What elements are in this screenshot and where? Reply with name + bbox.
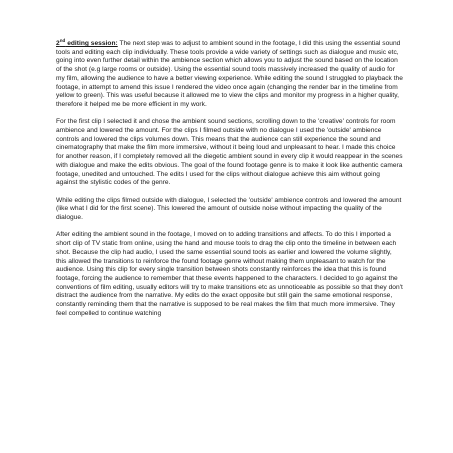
paragraph-text: The next step was to adjust to ambient sound in the footage, I did this using the essential sound tools and editing each clip individually. These tools provide a wide variety of settings such as dialogue and music etc, going into even further detail within the ambience section which allows you to adjust the sound based on the location of the shot (e.g large rooms or outside). Using the essential sound tools massively increased the quality of audio for my film, allowing the audience to have a better viewing experience. While editing the sound I struggled to playback the footage, in attempt to amend this issue I rendered the video once again (changing the render bar in the timeline from yellow to green). This was useful because it allowed me to view the clips and monitor my progress in a higher quality, therefore it helped me be more efficient in my work. (56, 40, 403, 108)
paragraph-transitions: After editing the ambient sound in the footage, I moved on to adding transitions and affects. To do this I imported a short clip of TV static from online, using the hand and mouse tools to drag the clip onto the timeline in between each shot. Because the clip had audio, I used the same essential sound tools as earlier and lowered the volume slightly, this allowed the transitions to reinforce the found footage genre without making them unpleasant to watch for the audience. Using this clip for every single transition between shots constantly reinforces the idea that this is found footage, forcing the audience to remember that these events happened to the characters. I decided to go against the conventions of film editing, usually editors will try to make transitions etc as unnoticeable as possible so that they don't distract the audience from the narrative. My edits do the exact opposite but still gain the same emotional response, constantly reminding them that the narrative is supposed to be real makes the film that much more immersive. They feel compelled to continue watching (56, 231, 403, 317)
heading-ordinal: 2 (56, 40, 60, 47)
heading-ordinal-suffix: nd (59, 37, 66, 43)
paragraph-first-clip: For the first clip I selected it and chose the ambient sound sections, scrolling down to the 'creative' controls for room ambience and lowered the amount. For the clips I filmed outside with no dialogue I used the 'outside' ambience controls and lowered the clips volumes down. This means that the audience can still experience the sound and cinematography that make the film more immersive, without it being loud and unpleasant to hear. I made this choice for another reason, if I completely removed all the diegetic ambient sound in every clip it would reappear in the scenes with dialogue and make the edits obvious. The goal of the found footage genre is to make it look like authentic camera footage, unedited and untouched. The edits I used for the clips without dialogue achieve this aim without going against the stylistic codes of the genre. (56, 118, 403, 187)
section-heading (56, 37, 118, 47)
paragraph-outside-dialogue: While editing the clips filmed outside with dialogue, I selected the 'outside' ambience controls and lowered the amount (like what I did for the first scene). This lowered the amount of outside noise without impacting the quality of the dialogue. (56, 196, 402, 222)
paragraph-editing-session (56, 37, 403, 110)
document-body (56, 37, 403, 327)
heading-text: editing session: (65, 40, 118, 47)
